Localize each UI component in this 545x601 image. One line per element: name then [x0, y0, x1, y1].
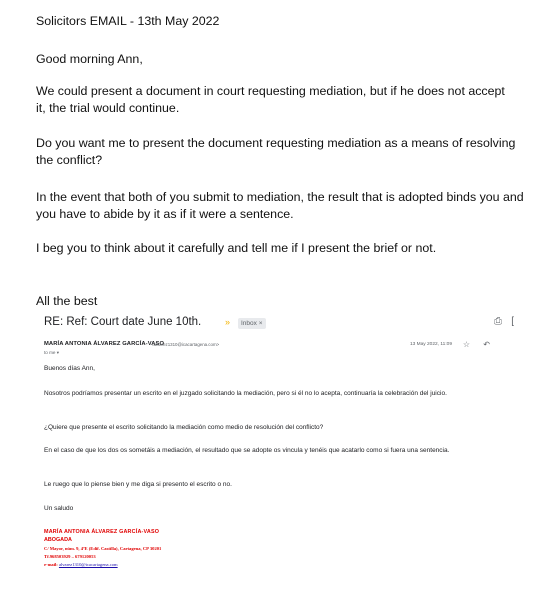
- inbox-label-badge[interactable]: Inbox ×: [238, 318, 266, 329]
- email-body-line: Nosotros podríamos presentar un escrito en el juzgado solicitando la mediación, pero si él no lo acepta, continuaría la celebración del juicio.: [44, 390, 447, 397]
- important-marker-icon[interactable]: »: [225, 317, 231, 327]
- email-body-line: Un saludo: [44, 505, 74, 512]
- signature-address: C/ Mayor, núm. 9, 4ºE (Edif. Castilla), Cartagena, CP 30201: [44, 546, 162, 551]
- signature-email-link[interactable]: alvarez1310@icacartagena.com: [58, 562, 118, 567]
- email-subject: RE: Ref: Court date June 10th.: [44, 316, 202, 328]
- email-subject-row: [44, 316, 516, 334]
- email-body-line: ¿Quiere que presente el escrito solicitando la mediación como medio de resolución del conflicto?: [44, 424, 324, 431]
- star-icon[interactable]: ☆: [462, 340, 470, 349]
- signature-name: MARÍA ANTONIA ÁLVAREZ GARCÍA-VASO: [44, 529, 160, 535]
- signature-email-label: e-mail:: [44, 562, 59, 567]
- print-icon[interactable]: ⎙: [494, 316, 502, 327]
- paragraph: Do you want me to present the document requesting mediation as a means of resolving the conflict?: [36, 136, 516, 167]
- reply-icon[interactable]: ↶: [483, 340, 490, 349]
- new-window-icon[interactable]: [: [511, 316, 514, 327]
- paragraph: In the event that both of you submit to mediation, the result that is adopted binds you and you have to abide by it as if it were a sentence.: [36, 190, 524, 221]
- sender-name: MARÍA ANTONIA ÁLVAREZ GARCÍA-VASO: [44, 341, 165, 347]
- recipient-dropdown[interactable]: to me ▾: [44, 350, 60, 355]
- signature-email-row: [44, 562, 118, 567]
- paragraph: I beg you to think about it carefully and tell me if I present the brief or not.: [36, 241, 437, 255]
- signature-phone: Tf.968503929 – 679120053: [44, 554, 96, 559]
- email-screenshot: [36, 316, 516, 576]
- email-date: 13 May 2022, 11:09: [409, 342, 452, 347]
- cropped-edge-fade: [36, 568, 516, 578]
- sender-email: <alvarez1310@icacartagena.com>: [151, 342, 220, 347]
- closing: All the best: [36, 294, 98, 308]
- email-body-line: Le ruego que lo piense bien y me diga si presento el escrito o no.: [44, 481, 232, 488]
- document-heading: Solicitors EMAIL - 13th May 2022: [36, 14, 220, 28]
- signature-role: ABOGADA: [44, 537, 72, 543]
- paragraph: We could present a document in court requesting mediation, but if he does not accept it, the trial would continue.: [36, 84, 505, 115]
- sender-row: [44, 341, 510, 361]
- email-body-line: En el caso de que los dos os sometáis a mediación, el resultado que se adopte os vincula y tenéis que acatarlo como si fuera una sentencia.: [44, 447, 450, 454]
- greeting: Good morning Ann,: [36, 52, 143, 66]
- email-body-line: Buenos días Ann,: [44, 365, 95, 372]
